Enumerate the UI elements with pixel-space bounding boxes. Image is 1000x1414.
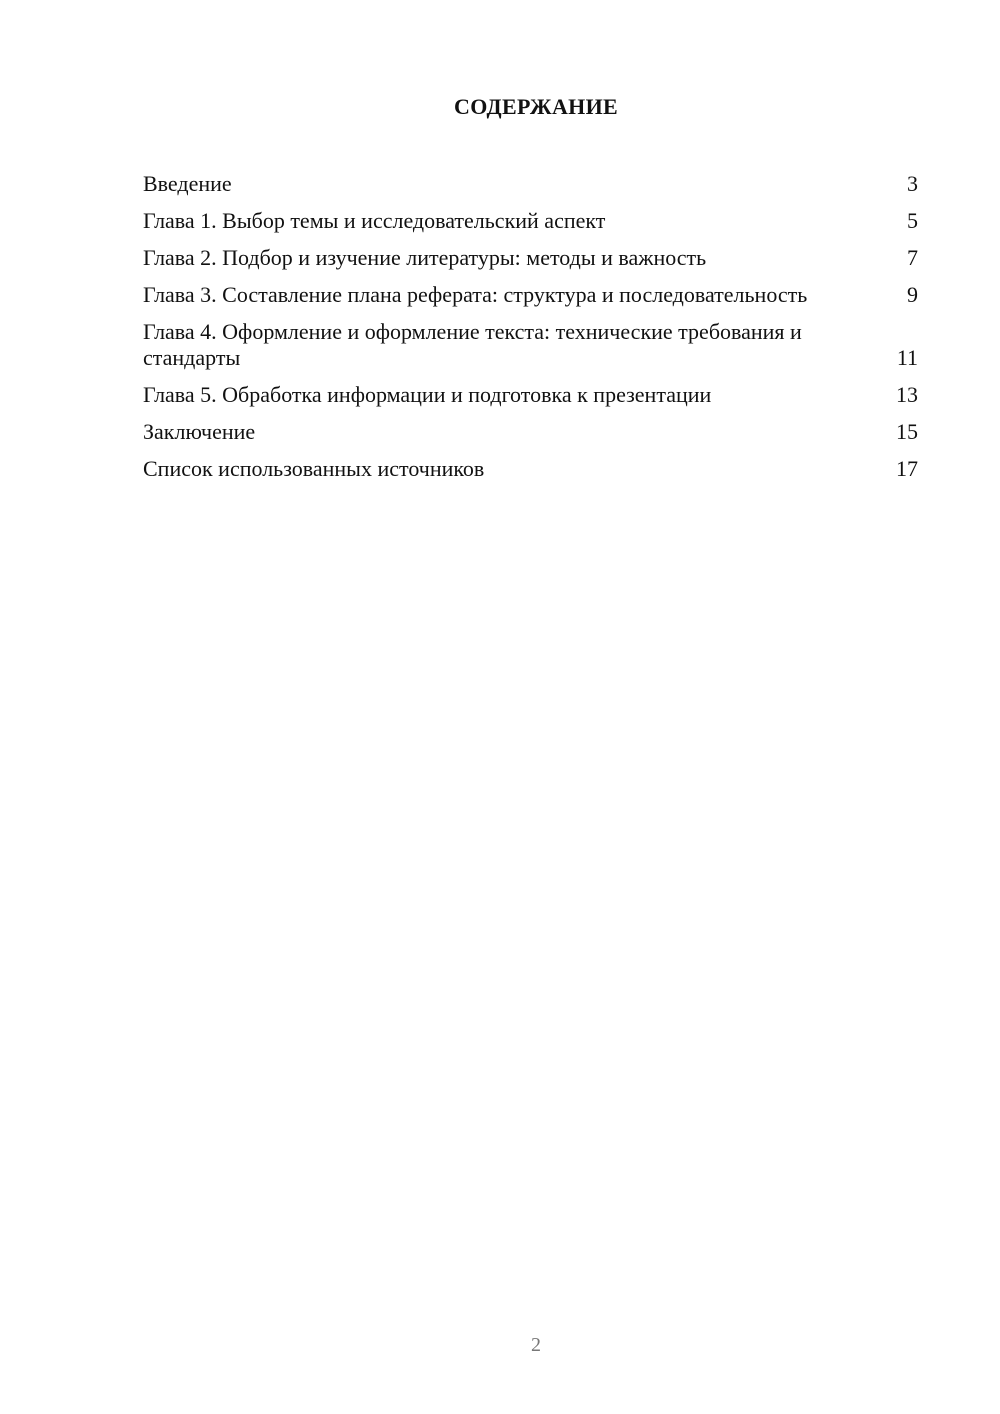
toc-entry-introduction (143, 171, 918, 197)
toc-entry-chapter-3 (143, 282, 918, 308)
toc-entry-label: Глава 2. Подбор и изучение литературы: методы и важность (143, 245, 707, 270)
toc-entry-page-number: 11 (896, 345, 918, 370)
toc-entry-label: Глава 1. Выбор темы и исследовательский аспект (143, 208, 606, 233)
toc-entry-label: Глава 5. Обработка информации и подготовка к презентации (143, 382, 712, 407)
toc-entry-chapter-5 (143, 382, 918, 408)
toc-entry-chapter-1 (143, 208, 918, 234)
toc-entry-page-number: 5 (907, 208, 918, 233)
toc-entry-label: Заключение (143, 419, 256, 444)
toc-entry-chapter-2 (143, 245, 918, 271)
page-number: 2 (531, 1334, 541, 1356)
toc-entry-page-number: 15 (896, 419, 918, 444)
toc-entry-page-number: 13 (896, 382, 918, 407)
toc-entry-label: Глава 3. Составление плана реферата: структура и последовательность (143, 282, 808, 307)
toc-entry-conclusion (143, 419, 918, 445)
toc-entry-label: Глава 4. Оформление и оформление текста: технические требования и стандарты (143, 319, 802, 370)
toc-entry-label: Введение (143, 171, 232, 196)
toc-heading: СОДЕРЖАНИЕ (454, 94, 618, 119)
table-of-contents (143, 171, 918, 493)
toc-entry-page-number: 9 (907, 282, 918, 307)
toc-entry-page-number: 3 (907, 171, 918, 196)
toc-entry-page-number: 7 (907, 245, 918, 270)
toc-entry-label: Список использованных источников (143, 456, 485, 481)
toc-entry-page-number: 17 (896, 456, 918, 481)
toc-entry-references (143, 456, 918, 482)
toc-entry-chapter-4 (143, 319, 918, 371)
